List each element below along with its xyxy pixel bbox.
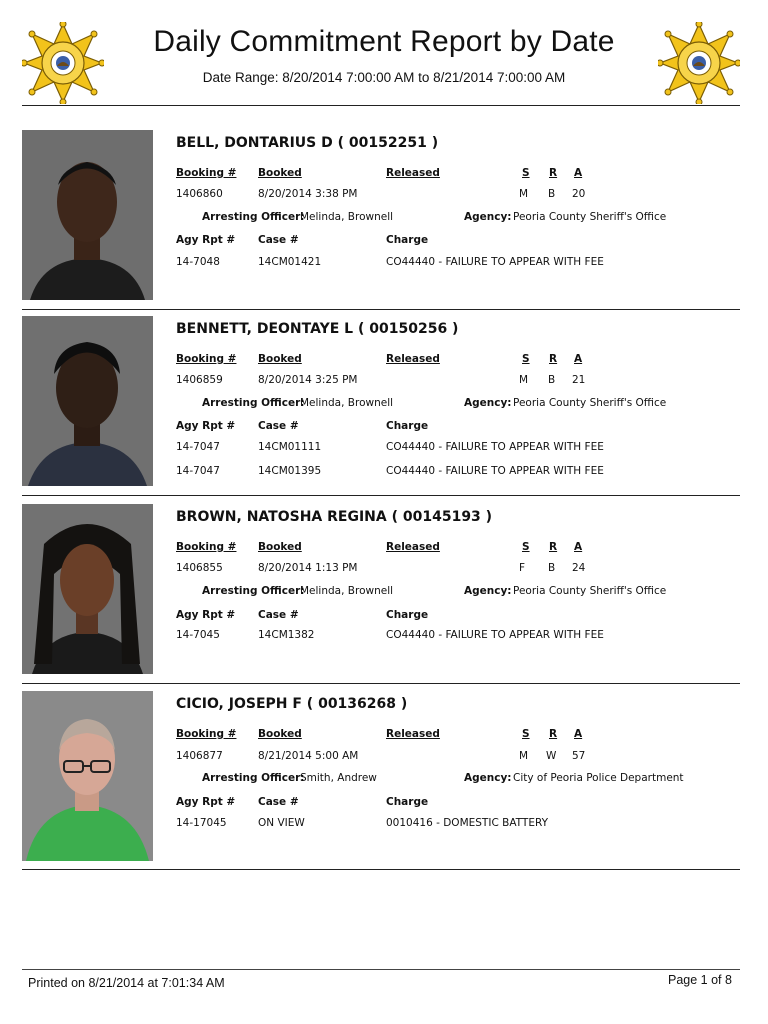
case-value: 14CM01395 (258, 465, 322, 477)
page-number: Page 1 of 8 (668, 973, 732, 987)
race-value: B (548, 562, 556, 574)
sex-header: S (522, 541, 530, 553)
age-header: A (574, 353, 583, 365)
released-header: Released (386, 167, 440, 179)
agency-label: Agency: (464, 211, 512, 223)
arresting-officer-value: Melinda, Brownell (300, 585, 394, 597)
age-value: 20 (572, 188, 586, 200)
booking-number: 1406877 (176, 750, 223, 762)
inmate-record (22, 691, 740, 870)
sex-value: M (519, 750, 529, 762)
charge-value: CO44440 - FAILURE TO APPEAR WITH FEE (386, 256, 604, 268)
race-header: R (549, 353, 558, 365)
age-value: 24 (572, 562, 586, 574)
booked-header: Booked (258, 167, 302, 179)
sex-value: M (519, 188, 529, 200)
case-value: 14CM01421 (258, 256, 322, 268)
sex-value: F (519, 562, 526, 574)
charge-value: 0010416 - DOMESTIC BATTERY (386, 817, 549, 829)
inmate-name: CICIO, JOSEPH F ( 00136268 ) (176, 696, 408, 712)
booked-datetime: 8/20/2014 3:25 PM (258, 374, 358, 386)
sex-header: S (522, 353, 530, 365)
charge-header: Charge (386, 420, 429, 432)
age-value: 21 (572, 374, 586, 386)
mugshot-photo (22, 316, 153, 486)
agency-value: City of Peoria Police Department (513, 772, 684, 784)
released-header: Released (386, 728, 440, 740)
agency-value: Peoria County Sheriff's Office (513, 211, 667, 223)
arresting-officer-value: Melinda, Brownell (300, 397, 394, 409)
agy-rpt-header: Agy Rpt # (176, 609, 236, 621)
case-header: Case # (258, 609, 299, 621)
inmate-record (22, 130, 740, 310)
booked-datetime: 8/20/2014 1:13 PM (258, 562, 358, 574)
mugshot-photo (22, 691, 153, 861)
inmate-name: BROWN, NATOSHA REGINA ( 00145193 ) (176, 509, 493, 525)
inmate-name: BENNETT, DEONTAYE L ( 00150256 ) (176, 321, 459, 337)
case-value: 14CM01111 (258, 441, 322, 453)
race-value: B (548, 374, 556, 386)
record-divider (22, 869, 740, 870)
booking-header: Booking # (176, 541, 237, 553)
record-divider (22, 683, 740, 684)
case-header: Case # (258, 420, 299, 432)
case-value: 14CM1382 (258, 629, 315, 641)
booking-number: 1406859 (176, 374, 223, 386)
agy-rpt-value: 14-7047 (176, 465, 220, 477)
booking-number: 1406860 (176, 188, 223, 200)
case-value: ON VIEW (258, 817, 305, 829)
report-title: Daily Commitment Report by Date (153, 25, 615, 58)
arresting-officer-label: Arresting Officer: (202, 772, 305, 784)
agency-label: Agency: (464, 585, 512, 597)
booked-datetime: 8/21/2014 5:00 AM (258, 750, 359, 762)
booking-header: Booking # (176, 167, 237, 179)
booked-header: Booked (258, 541, 302, 553)
booking-number: 1406855 (176, 562, 223, 574)
charge-value: CO44440 - FAILURE TO APPEAR WITH FEE (386, 441, 604, 453)
charge-value: CO44440 - FAILURE TO APPEAR WITH FEE (386, 465, 604, 477)
footer-divider (22, 969, 740, 970)
arresting-officer-label: Arresting Officer: (202, 397, 305, 409)
booked-datetime: 8/20/2014 3:38 PM (258, 188, 358, 200)
agy-rpt-value: 14-7047 (176, 441, 220, 453)
case-header: Case # (258, 234, 299, 246)
sex-value: M (519, 374, 529, 386)
record-divider (22, 309, 740, 310)
arresting-officer-value: Melinda, Brownell (300, 211, 394, 223)
agy-rpt-header: Agy Rpt # (176, 796, 236, 808)
agy-rpt-header: Agy Rpt # (176, 420, 236, 432)
race-value: W (546, 750, 557, 762)
inmate-name: BELL, DONTARIUS D ( 00152251 ) (176, 135, 439, 151)
charge-value: CO44440 - FAILURE TO APPEAR WITH FEE (386, 629, 604, 641)
agency-label: Agency: (464, 772, 512, 784)
race-value: B (548, 188, 556, 200)
agency-value: Peoria County Sheriff's Office (513, 585, 667, 597)
released-header: Released (386, 541, 440, 553)
agy-rpt-value: 14-17045 (176, 817, 227, 829)
race-header: R (549, 167, 558, 179)
booking-header: Booking # (176, 728, 237, 740)
charge-header: Charge (386, 234, 429, 246)
case-header: Case # (258, 796, 299, 808)
inmate-record (22, 504, 740, 684)
charge-header: Charge (386, 609, 429, 621)
booked-header: Booked (258, 728, 302, 740)
agency-label: Agency: (464, 397, 512, 409)
agy-rpt-header: Agy Rpt # (176, 234, 236, 246)
printed-timestamp: Printed on 8/21/2014 at 7:01:34 AM (28, 976, 225, 990)
age-header: A (574, 728, 583, 740)
inmate-record (22, 316, 740, 496)
mugshot-photo (22, 504, 153, 674)
date-range: Date Range: 8/20/2014 7:00:00 AM to 8/21/2014 7:00:00 AM (202, 70, 566, 85)
arresting-officer-label: Arresting Officer: (202, 211, 305, 223)
booked-header: Booked (258, 353, 302, 365)
header-divider (22, 105, 740, 106)
agy-rpt-value: 14-7045 (176, 629, 220, 641)
sex-header: S (522, 167, 530, 179)
race-header: R (549, 541, 558, 553)
arresting-officer-label: Arresting Officer: (202, 585, 305, 597)
age-header: A (574, 541, 583, 553)
race-header: R (549, 728, 558, 740)
agy-rpt-value: 14-7048 (176, 256, 220, 268)
record-divider (22, 495, 740, 496)
age-value: 57 (572, 750, 586, 762)
agency-value: Peoria County Sheriff's Office (513, 397, 667, 409)
age-header: A (574, 167, 583, 179)
mugshot-photo (22, 130, 153, 300)
released-header: Released (386, 353, 440, 365)
sex-header: S (522, 728, 530, 740)
charge-header: Charge (386, 796, 429, 808)
booking-header: Booking # (176, 353, 237, 365)
arresting-officer-value: Smith, Andrew (300, 772, 377, 784)
